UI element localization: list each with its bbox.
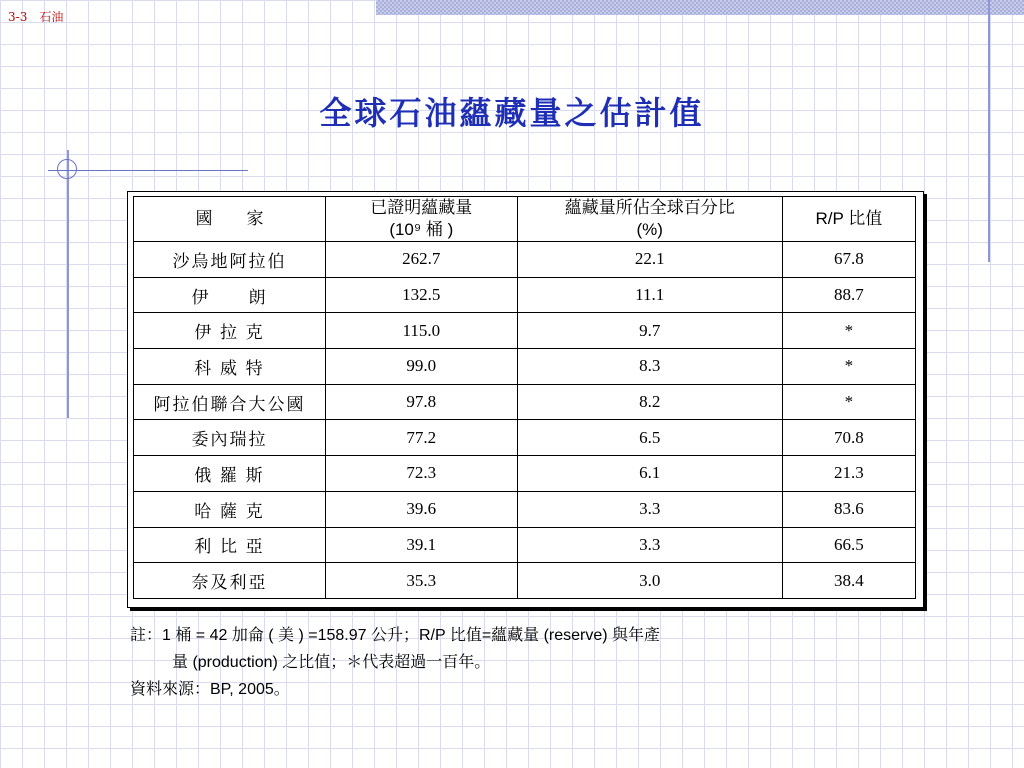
cell-share: 3.3 <box>517 527 782 563</box>
note-line-2: 量 (production) 之比值；＊代表超過一百年。 <box>172 654 491 671</box>
cell-country: 阿拉伯聯合大公國 <box>134 384 326 420</box>
cell-reserve: 262.7 <box>325 242 517 278</box>
notes <box>130 622 830 703</box>
cell-rp: * <box>782 384 915 420</box>
table-row <box>134 491 916 527</box>
cell-reserve: 39.6 <box>325 491 517 527</box>
table-body <box>134 242 916 599</box>
header-country: 國 家 <box>134 197 326 242</box>
cell-country: 伊 拉 克 <box>134 313 326 349</box>
header-rp: R/P 比值 <box>782 197 915 242</box>
cell-rp: 70.8 <box>782 420 915 456</box>
cell-country: 伊 朗 <box>134 277 326 313</box>
table-panel <box>127 191 924 608</box>
cell-share: 3.0 <box>517 563 782 599</box>
table-row <box>134 563 916 599</box>
cell-share: 11.1 <box>517 277 782 313</box>
source-note: 資料來源：BP, 2005。 <box>130 681 290 698</box>
cell-country: 俄 羅 斯 <box>134 456 326 492</box>
cell-share: 3.3 <box>517 491 782 527</box>
decor-vertical-line-left <box>67 150 69 418</box>
cell-country: 利 比 亞 <box>134 527 326 563</box>
cell-reserve: 72.3 <box>325 456 517 492</box>
cell-reserve: 97.8 <box>325 384 517 420</box>
cell-country: 沙烏地阿拉伯 <box>134 242 326 278</box>
table-row <box>134 349 916 385</box>
header-share-line2: (%) <box>636 220 663 239</box>
top-pattern-bar <box>376 0 1024 15</box>
decor-circle <box>57 159 77 179</box>
cell-reserve: 132.5 <box>325 277 517 313</box>
section-label: 3-3 石油 <box>8 10 64 24</box>
table-row <box>134 456 916 492</box>
cell-reserve: 35.3 <box>325 563 517 599</box>
cell-rp: 67.8 <box>782 242 915 278</box>
cell-country: 科 威 特 <box>134 349 326 385</box>
cell-rp: 88.7 <box>782 277 915 313</box>
table-row <box>134 527 916 563</box>
cell-share: 9.7 <box>517 313 782 349</box>
header-share <box>517 197 782 242</box>
cell-rp: 38.4 <box>782 563 915 599</box>
cell-country: 委內瑞拉 <box>134 420 326 456</box>
table-row <box>134 420 916 456</box>
cell-share: 8.3 <box>517 349 782 385</box>
cell-share: 22.1 <box>517 242 782 278</box>
table-row <box>134 242 916 278</box>
header-reserve-line1: 已證明蘊藏量 <box>370 198 473 217</box>
header-reserve <box>325 197 517 242</box>
table-header-row <box>134 197 916 242</box>
cell-reserve: 115.0 <box>325 313 517 349</box>
cell-country: 哈 薩 克 <box>134 491 326 527</box>
table-row <box>134 277 916 313</box>
cell-country: 奈及利亞 <box>134 563 326 599</box>
cell-rp: 21.3 <box>782 456 915 492</box>
cell-share: 6.1 <box>517 456 782 492</box>
cell-rp: 83.6 <box>782 491 915 527</box>
decor-horizontal-line <box>48 170 248 171</box>
table-row <box>134 384 916 420</box>
header-share-line1: 蘊藏量所佔全球百分比 <box>564 198 735 217</box>
cell-reserve: 99.0 <box>325 349 517 385</box>
slide-title: 全球石油蘊藏量之估計值 <box>319 94 705 132</box>
cell-share: 8.2 <box>517 384 782 420</box>
cell-reserve: 39.1 <box>325 527 517 563</box>
cell-rp: * <box>782 313 915 349</box>
header-reserve-line2: (10⁹ 桶 ) <box>389 220 454 239</box>
cell-share: 6.5 <box>517 420 782 456</box>
note-line-1: 註：1 桶 = 42 加侖 ( 美 ) =158.97 公升；R/P 比值=蘊藏量 (reserve) 與年產 <box>130 627 661 644</box>
table-row <box>134 313 916 349</box>
cell-rp: * <box>782 349 915 385</box>
cell-reserve: 77.2 <box>325 420 517 456</box>
oil-reserves-table <box>133 196 916 599</box>
cell-rp: 66.5 <box>782 527 915 563</box>
